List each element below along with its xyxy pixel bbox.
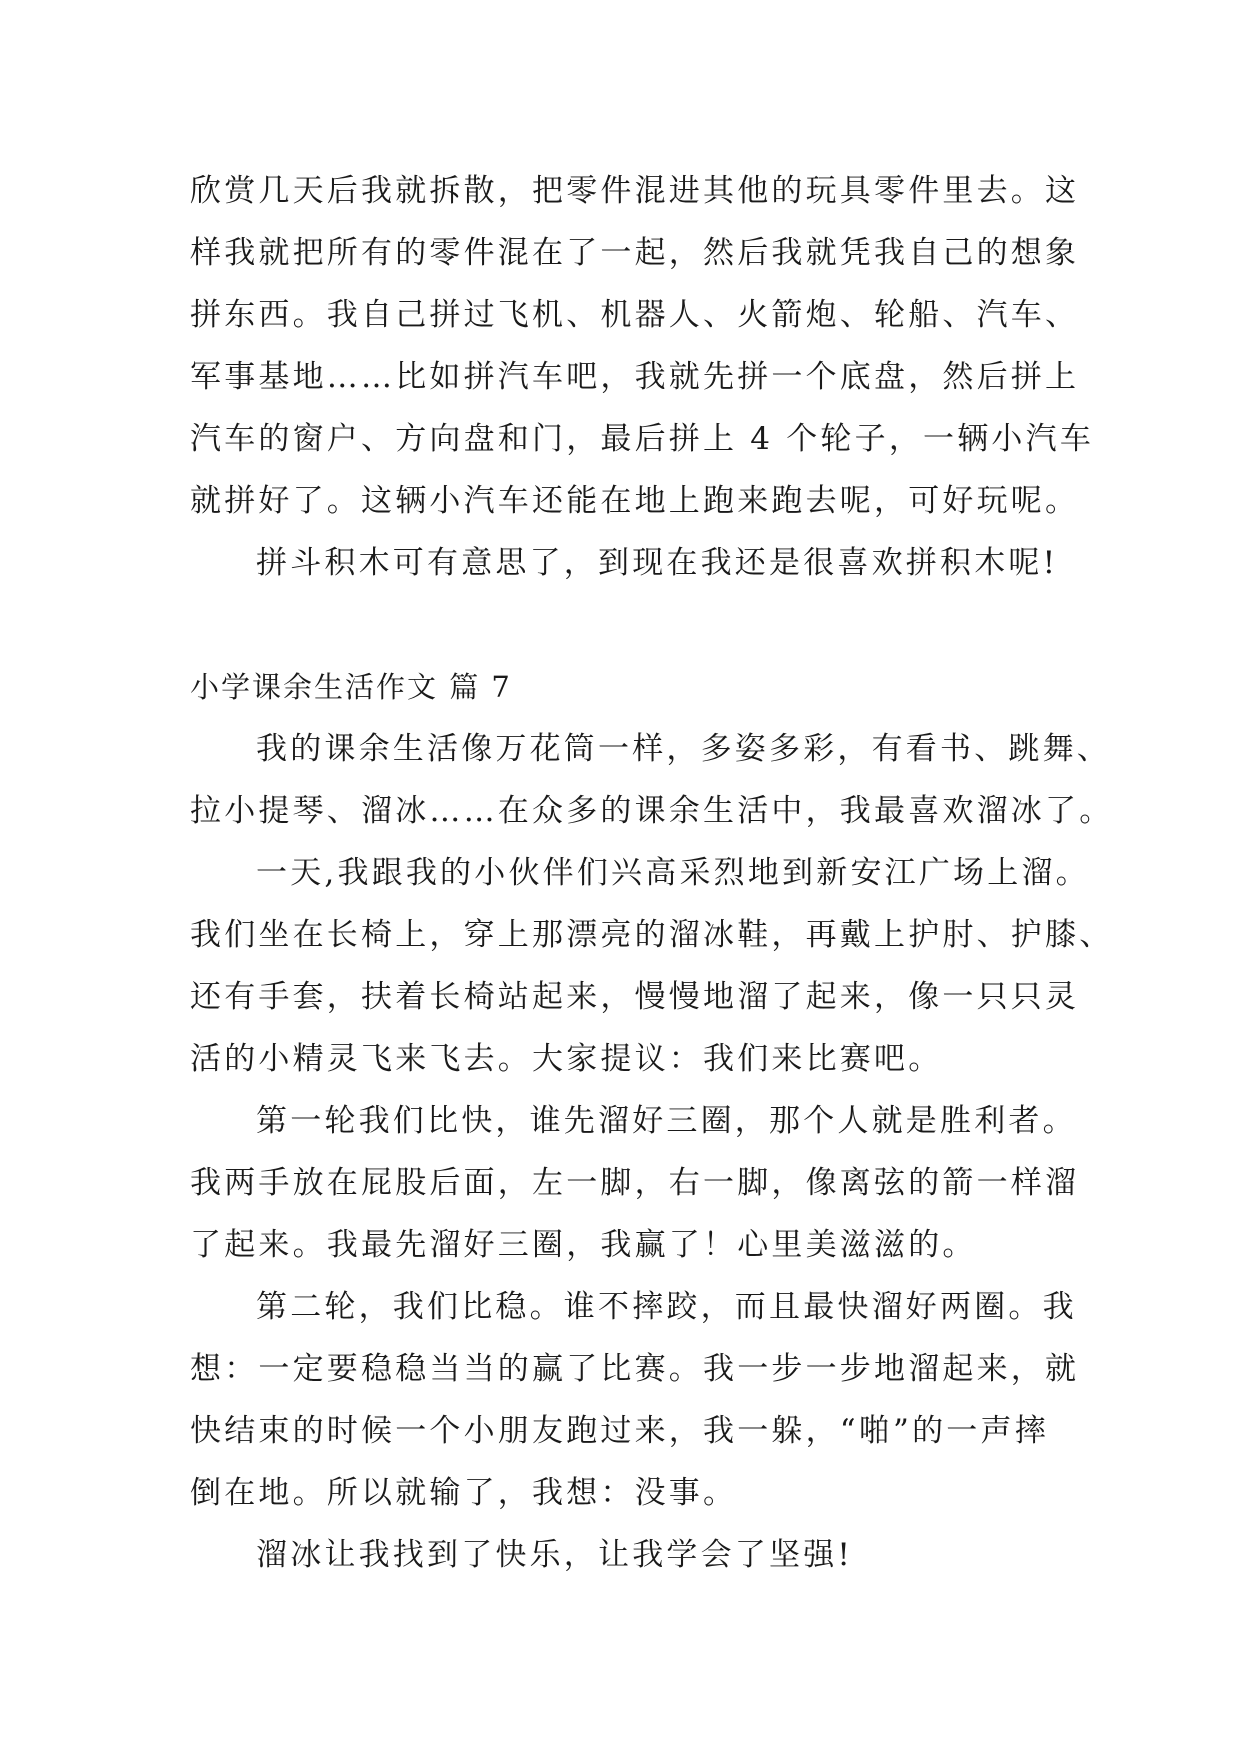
text-line: 了起来。我最先溜好三圈，我赢了！心里美滋滋的。 — [190, 1227, 977, 1263]
text-line: 拉小提琴、溜冰……在众多的课余生活中，我最喜欢溜冰了。 — [190, 793, 1114, 829]
closing-paragraph: 拼斗积木可有意思了，到现在我还是很喜欢拼积木呢! — [256, 545, 1059, 581]
text-line: 军事基地……比如拼汽车吧，我就先拼一个底盘，然后拼上 — [190, 359, 1080, 395]
paragraph-1 — [190, 718, 1114, 842]
text-line: 欣赏几天后我就拆散，把零件混进其他的玩具零件里去。这 — [190, 173, 1080, 209]
text-line: 我们坐在长椅上，穿上那漂亮的溜冰鞋，再戴上护肘、护膝、 — [190, 917, 1114, 953]
paragraph-2 — [190, 842, 1114, 1090]
text-line: 我的课余生活像万花筒一样，多姿多彩，有看书、跳舞、 — [256, 731, 1111, 767]
paragraph-5 — [190, 1524, 1070, 1586]
text-line: 想：一定要稳稳当当的赢了比赛。我一步一步地溜起来，就 — [190, 1351, 1080, 1387]
section-spacer — [190, 594, 1070, 656]
text-line: 第二轮，我们比稳。谁不摔跤，而且最快溜好两圈。我 — [256, 1289, 1077, 1325]
text-line: 一天,我跟我的小伙伴们兴高采烈地到新安江广场上溜。 — [256, 855, 1090, 891]
section-heading: 小学课余生活作文 篇 7 — [190, 670, 512, 704]
document-body — [190, 160, 1114, 1586]
paragraph-4 — [190, 1276, 1080, 1524]
paragraph-3 — [190, 1090, 1080, 1276]
text-line: 溜冰让我找到了快乐，让我学会了坚强! — [256, 1537, 854, 1573]
text-line: 快结束的时候一个小朋友跑过来，我一躲，“啪”的一声摔 — [190, 1413, 1049, 1449]
text-line: 样我就把所有的零件混在了一起，然后我就凭我自己的想象 — [190, 235, 1080, 271]
text-line: 第一轮我们比快，谁先溜好三圈，那个人就是胜利者。 — [256, 1103, 1077, 1139]
text-line: 就拼好了。这辆小汽车还能在地上跑来跑去呢，可好玩呢。 — [190, 483, 1080, 519]
essay-section-7 — [190, 656, 1114, 1586]
text-line: 我两手放在屁股后面，左一脚，右一脚，像离弦的箭一样溜 — [190, 1165, 1080, 1201]
text-line: 拼东西。我自己拼过飞机、机器人、火箭炮、轮船、汽车、 — [190, 297, 1080, 333]
text-line: 倒在地。所以就输了，我想：没事。 — [190, 1475, 738, 1511]
previous-section-text — [190, 160, 1095, 594]
text-line: 汽车的窗户、方向盘和门，最后拼上 4 个轮子，一辆小汽车 — [190, 421, 1095, 457]
text-line: 还有手套，扶着长椅站起来，慢慢地溜了起来，像一只只灵 — [190, 979, 1080, 1015]
text-line: 活的小精灵飞来飞去。大家提议：我们来比赛吧。 — [190, 1041, 943, 1077]
